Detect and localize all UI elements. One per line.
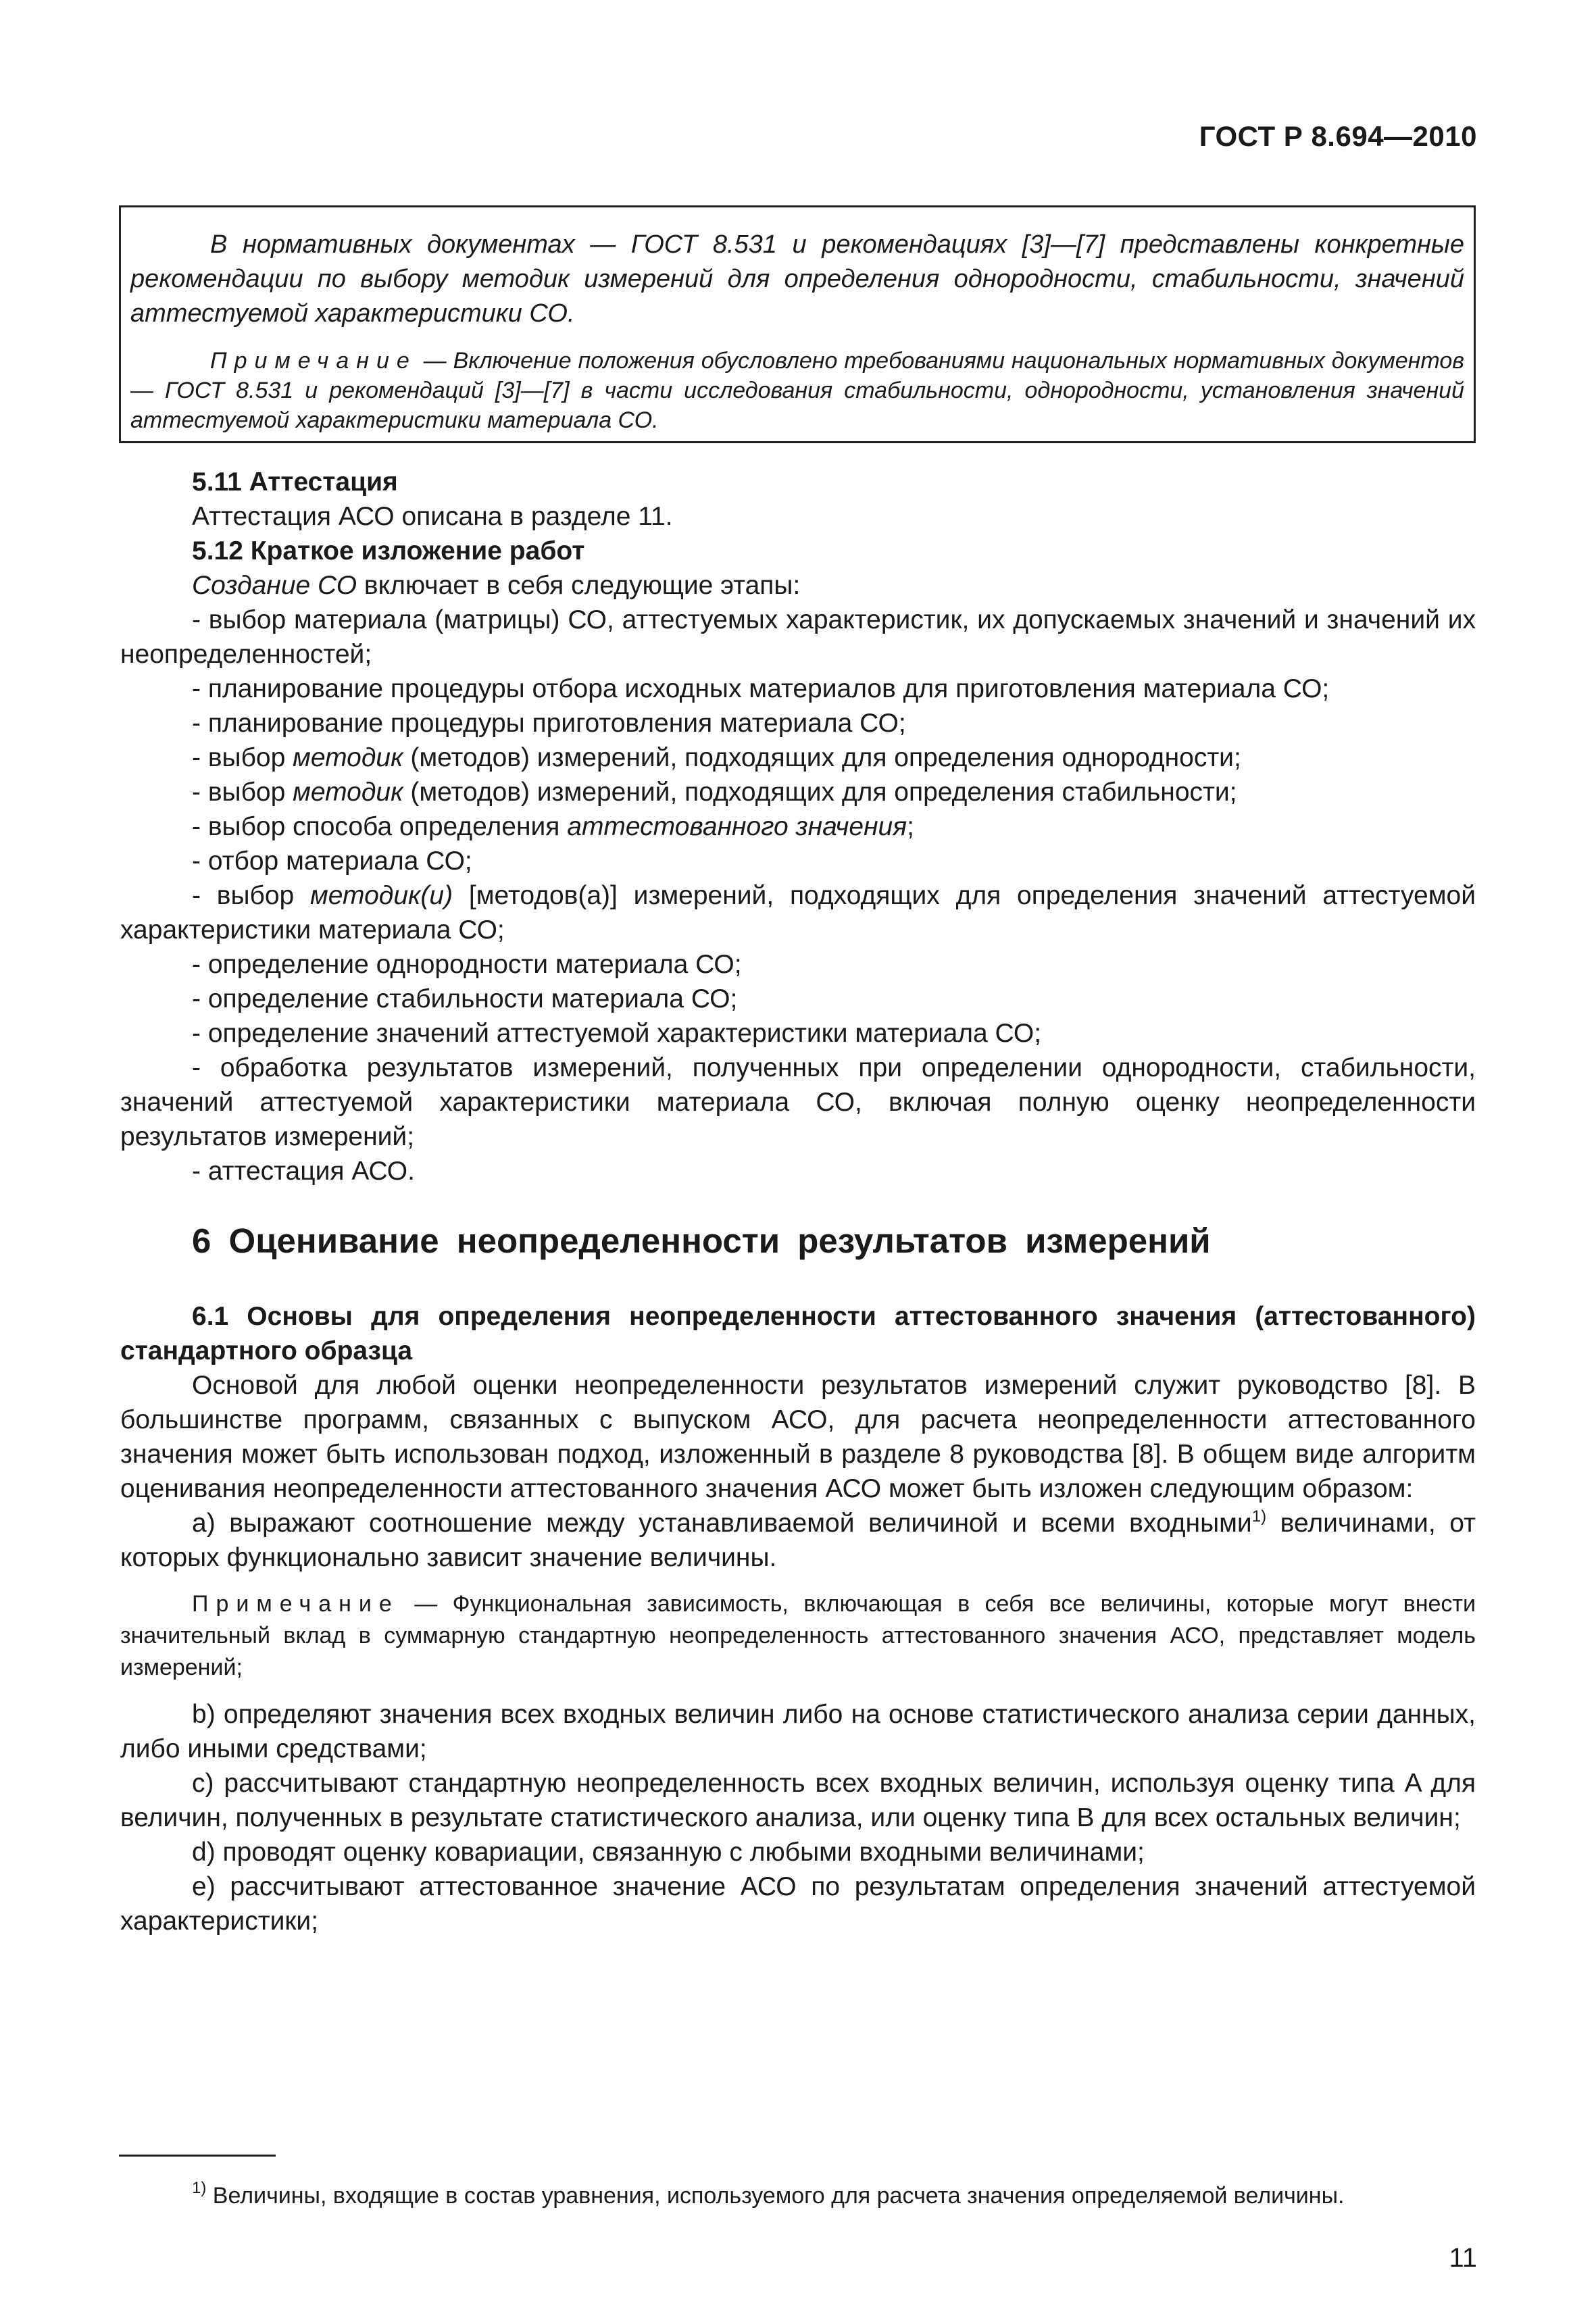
list-item-c: c) рассчитывают стандартную неопределенность всех входных величин, используя оценку типа A для величин, полученных в результате статистического анализа, или оценку типа B для всех остальных величин; [120,1769,1476,1832]
section-6-1-paragraph: Основой для любой оценки неопределенности результатов измерений служит руководство [8]. В большинстве программ, связанных с выпуском АСО, для расчета неопределенности аттестованного значения может быть использован подход, изложенный в разделе 8 руководства [8]. В общем виде алгоритм оценивания неопределенности аттестованного значения АСО может быть изложен следующим образом: [120,1371,1476,1503]
main-content [120,465,1476,1938]
framed-note-box [119,205,1476,443]
item-text: величинами, от которых функционально зависит значение величины. [120,1509,1476,1572]
footnote-reference: 1) [1251,1507,1267,1526]
list-item-b: b) определяют значения всех входных величин либо на основе статистического анализа серии данных, либо иными средствами; [120,1700,1476,1763]
list-item-d: d) проводят оценку ковариации, связанную с любыми входными величинами; [192,1838,1145,1867]
section-5-12-heading: 5.12 Краткое изложение работ [192,536,585,565]
remark-text: — Функциональная зависимость, включающая в себя все величины, которые могут внести значительный вклад в суммарную стандартную неопределенность аттестованного значения АСО, представляет модель измерений; [120,1591,1476,1680]
section-6-1-remark [120,1588,1476,1684]
list-item: - аттестация АСО. [192,1157,415,1186]
footnote [119,2181,1476,2211]
section-5-11-text: Аттестация АСО описана в разделе 11. [192,502,673,531]
section-6-1-heading: 6.1 Основы для определения неопределенности аттестованного значения (аттестованного) стандартного образца [120,1302,1476,1365]
list-item: - отбор материала СО; [192,847,472,876]
item-text: ; [907,812,914,841]
list-item: - выбор материала (матрицы) СО, аттестуемых характеристик, их допускаемых значений и значений их неопределенностей; [120,605,1476,669]
item-text: - выбор [192,743,293,772]
list-item: - определение стабильности материала СО; [192,984,738,1013]
list-item [120,809,1476,844]
item-text: - выбор [192,778,293,807]
item-italic-term: методик(и) [310,881,453,910]
item-text: а) выражают соотношение между устанавливаемой величиной и всеми входными [192,1509,1252,1538]
list-item-a [120,1506,1476,1575]
list-item: - планирование процедуры отбора исходных материалов для приготовления материала СО; [192,674,1330,703]
footnote-divider [119,2155,276,2157]
list-item-e: e) рассчитывают аттестованное значение АСО по результатам определения значений аттестуемой характеристики; [120,1872,1476,1936]
list-item [120,775,1476,809]
framed-remark [130,346,1464,435]
item-text: - выбор [192,881,311,910]
item-italic-term: методик [293,743,403,772]
item-text: (методов) измерений, подходящих для определения однородности; [403,743,1241,772]
remark-label: Примечание [210,348,417,374]
item-italic-term: аттестованного значения [567,812,907,841]
list-item [120,878,1476,947]
section-5-11-heading: 5.11 Аттестация [192,468,398,497]
document-id-header: ГОСТ Р 8.694—2010 [1199,120,1477,152]
remark-label: Примечание [192,1591,399,1617]
list-item [120,740,1476,775]
section-5-12-intro [120,568,1476,603]
framed-paragraph: В нормативных документах — ГОСТ 8.531 и рекомендациях [3]—[7] представлены конкретные рекомендации по выбору методик измерений для определения однородности, стабильности, значений аттестуемой характеристики СО. [130,230,1464,328]
footnote-marker: 1) [192,2179,207,2197]
item-text: - выбор способа определения [192,812,568,841]
page-number: 11 [1449,2243,1477,2273]
item-italic-term: методик [293,778,403,807]
list-item: - определение значений аттестуемой характеристики материала СО; [192,1019,1042,1048]
list-item: - определение однородности материала СО; [192,950,742,979]
list-item: - планирование процедуры приготовления материала СО; [192,709,906,738]
list-item: - обработка результатов измерений, полученных при определении однородности, стабильности, значений аттестуемой характеристики материала СО, включая полную оценку неопределенности результатов измерений; [120,1053,1476,1151]
section-6-heading: 6 Оценивание неопределенности результатов измерений [192,1222,1211,1260]
item-text: [методов(а)] измерений, подходящих для определения значений аттестуемой характеристики материала СО; [120,881,1476,945]
footnote-text: Величины, входящие в состав уравнения, используемого для расчета значения определяемой величины. [206,2183,1345,2209]
remark-text: — Включение положения обусловлено требованиями национальных нормативных документов — ГОСТ 8.531 и рекомендаций [3]—[7] в части исследования стабильности, однородности, установления значений аттестуемой характеристики материала СО. [130,348,1464,433]
item-text: (методов) измерений, подходящих для определения стабильности; [403,778,1237,807]
intro-italic-term: Создание СО [192,571,357,600]
intro-rest: включает в себя следующие этапы: [357,571,801,600]
